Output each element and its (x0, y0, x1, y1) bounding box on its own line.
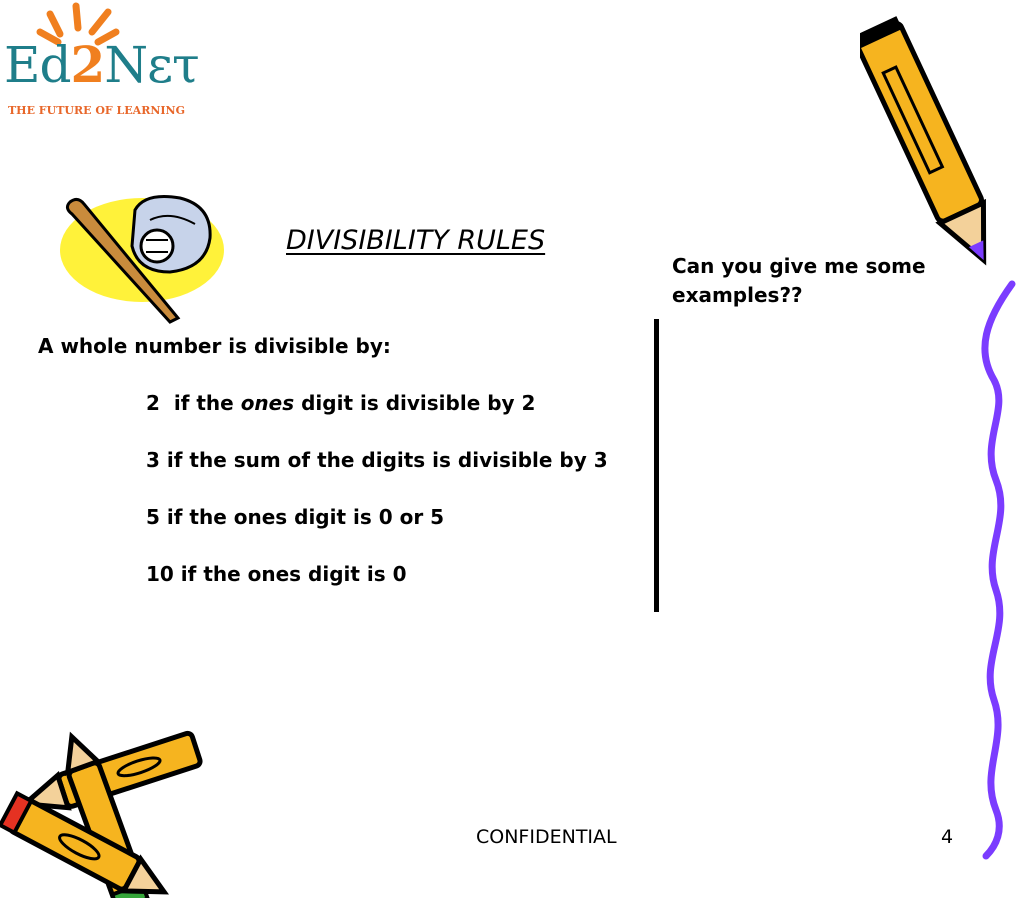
pencil-clipart (860, 10, 1000, 280)
brand-prefix: Ed (4, 36, 71, 94)
decorative-squiggle (966, 280, 1024, 860)
brand-logo (4, 35, 199, 94)
baseball-bat-glove-clipart (50, 190, 225, 330)
question-text: Can you give me some examples?? (672, 254, 926, 307)
rule-text-start: 2 if the (146, 391, 241, 415)
rule-item: 10 if the ones digit is 0 (146, 562, 407, 586)
page-number: 4 (941, 826, 954, 848)
rule-item: 5 if the ones digit is 0 or 5 (146, 505, 445, 529)
brand-tagline: THE FUTURE OF LEARNING (8, 104, 185, 117)
footer-label: CONFIDENTIAL (476, 826, 617, 848)
brand-number: 2 (70, 35, 105, 94)
rule-item: 3 if the sum of the digits is divisible by 3 (146, 448, 608, 472)
intro-text: A whole number is divisible by: (38, 334, 391, 358)
brand-suffix: Nετ (104, 36, 199, 94)
crossed-pencils-clipart (0, 728, 210, 898)
vertical-divider (654, 319, 659, 612)
slide-title: DIVISIBILITY RULES (286, 225, 546, 256)
rule-text-end: digit is divisible by 2 (294, 391, 536, 415)
rule-emphasis: ones (240, 391, 295, 415)
rule-item (146, 391, 535, 415)
